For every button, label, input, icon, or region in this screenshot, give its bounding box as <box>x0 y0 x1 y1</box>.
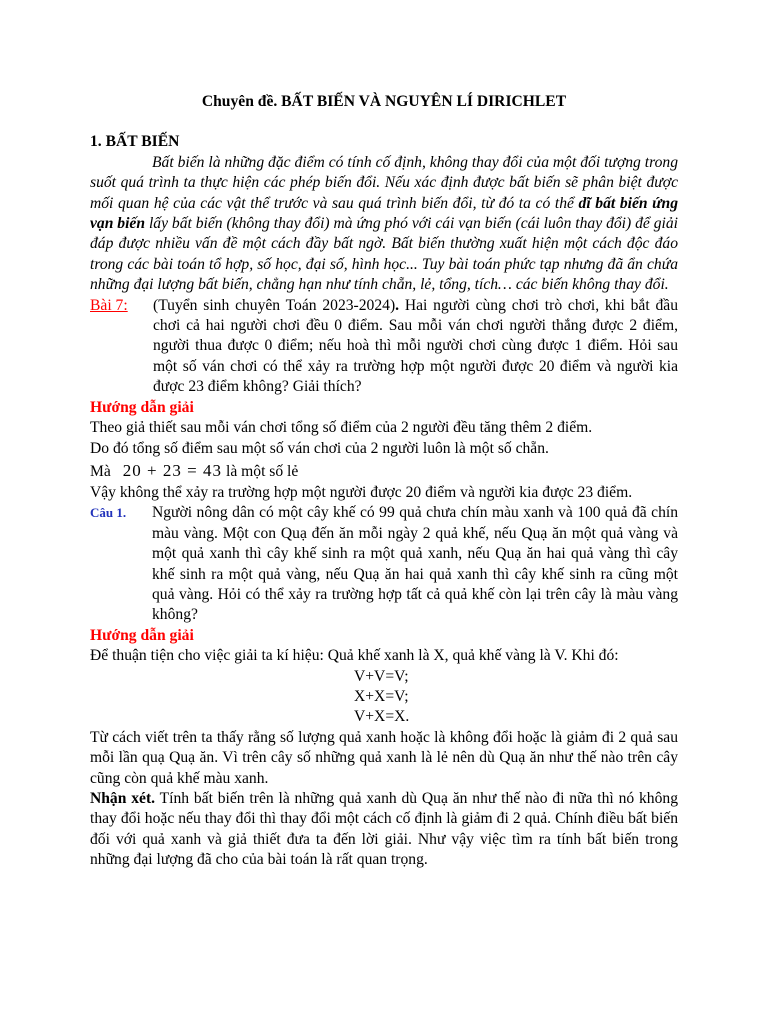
document-content <box>90 92 678 871</box>
question-text: Người nông dân có một cây khế có 99 quả chưa chín màu xanh và 100 quả đã chín màu vàng. Một con Quạ đến ăn mỗi ngày 2 quả khế, nếu Quạ ăn một quả vàng và một quả xanh thì cây khế sinh ra một quả xanh, nếu Quạ ăn hai quả vàng thì cây khế sinh ra một quả vàng, nếu Quạ ăn hai quả xanh thì cây khế sinh ra cũng một quả vàng. Hỏi có thể xảy ra trường hợp tất cả quả khế còn lại trên cây là màu vàng không? <box>152 504 678 624</box>
math-suffix: là một số lẻ <box>225 462 299 480</box>
intro-text-1: Bất biến là những đặc điểm có tính cố định, không thay đổi của một đối tượng trong suốt quá trình ta thực hiện các phép biến đổi. Nếu xác định được bất biến sẽ phân biệt được mối quan hệ của các vật thể trước và sau quá trình biến đổi, từ đó ta có thể <box>90 153 678 212</box>
solution-line: Do đó tổng số điểm sau một số ván chơi của 2 người luôn là một số chẵn. <box>90 439 549 457</box>
document-title: Chuyên đề. BẤT BIẾN VÀ NGUYÊN LÍ DIRICHLET <box>201 93 567 110</box>
remark-paragraph <box>90 789 678 871</box>
equation-line: V+V=V; <box>354 667 409 685</box>
intro-text-2: lấy bất biến (không thay đổi) mà ứng phó với cái vạn biến (cái luôn thay đổi) để giải đáp được nhiều vấn đề một cách đầy bất ngờ. Bất biến thường xuất hiện một cách độc đáo trong các bài toán tổ hợp, số học, đại số, hình học... Tuy bài toán phức tạp nhưng đã ẩn chứa những đại lượng bất biến, chẳng hạn như tính chẵn, lẻ, tổng, tích… các biến không thay đổi. <box>90 215 678 294</box>
problem-cau1 <box>90 503 678 625</box>
section-heading: 1. BẤT BIẾN <box>90 133 180 151</box>
solution-math-line <box>90 459 678 483</box>
problem-bai7 <box>90 296 678 398</box>
problem-source-dot: . <box>395 296 400 314</box>
solution-line: Theo giả thiết sau mỗi ván chơi tổng số điểm của 2 người đều tăng thêm 2 điểm. <box>90 419 593 437</box>
remark-text: Tính bất biến trên là những quả xanh dù Quạ ăn như thế nào đi nữa thì nó không thay đổi hoặc nếu thay đổi thì thay đổi một cách cố định là giảm đi 2 quả. Chính điều bất biến đối với quả xanh và giả thiết đưa ta đến lời giải. Như vậy việc tìm ra tính bất biến trong những đại lượng đã cho của bài toán là rất quan trọng. <box>90 790 678 869</box>
equation-line: V+X=X. <box>354 708 410 726</box>
solution-line: Để thuận tiện cho việc giải ta kí hiệu: Quả khế xanh là X, quả khế vàng là V. Khi đó: <box>90 647 619 665</box>
question-label: Câu 1. <box>90 505 127 521</box>
solution-heading: Hướng dẫn giải <box>90 626 194 644</box>
solution-paragraph: Từ cách viết trên ta thấy rằng số lượng quả xanh hoặc là không đổi hoặc là giảm đi 2 quả sau mỗi lần quạ Quạ ăn. Vì trên cây số những quả xanh là lẻ nên dù Quạ ăn như thế nào trên cây cũng còn quả khế màu xanh. <box>90 728 678 787</box>
problem-body: Hai người cùng chơi trò chơi, khi bắt đầu chơi cả hai người chơi đều 0 điểm. Sau mỗi ván chơi người thắng được 2 điểm, người thua được 0 điểm; nếu hoà thì mỗi người chơi cùng được 1 điểm. Hỏi sau một số ván chơi có thể xảy ra trường hợp một người được 20 điểm và người kia được 23 điểm không? Giải thích? <box>153 296 679 396</box>
problem-text <box>153 296 678 398</box>
problem-label: Bài 7: <box>90 296 128 314</box>
math-prefix: Mà <box>90 462 111 480</box>
remark-label: Nhận xét. <box>90 790 156 807</box>
solution-heading: Hướng dẫn giải <box>90 398 194 416</box>
intro-bold-phrase: dĩ bất biến ứng vạn biến <box>90 194 678 233</box>
equation-line: X+X=V; <box>354 687 409 705</box>
problem-source: (Tuyển sinh chuyên Toán 2023-2024) <box>153 296 396 314</box>
math-expression: 20 + 23 = 43 <box>122 460 222 480</box>
section-intro <box>90 153 678 296</box>
solution-conclusion: Vậy không thể xảy ra trường hợp một người được 20 điểm và người kia được 23 điểm. <box>90 483 633 501</box>
